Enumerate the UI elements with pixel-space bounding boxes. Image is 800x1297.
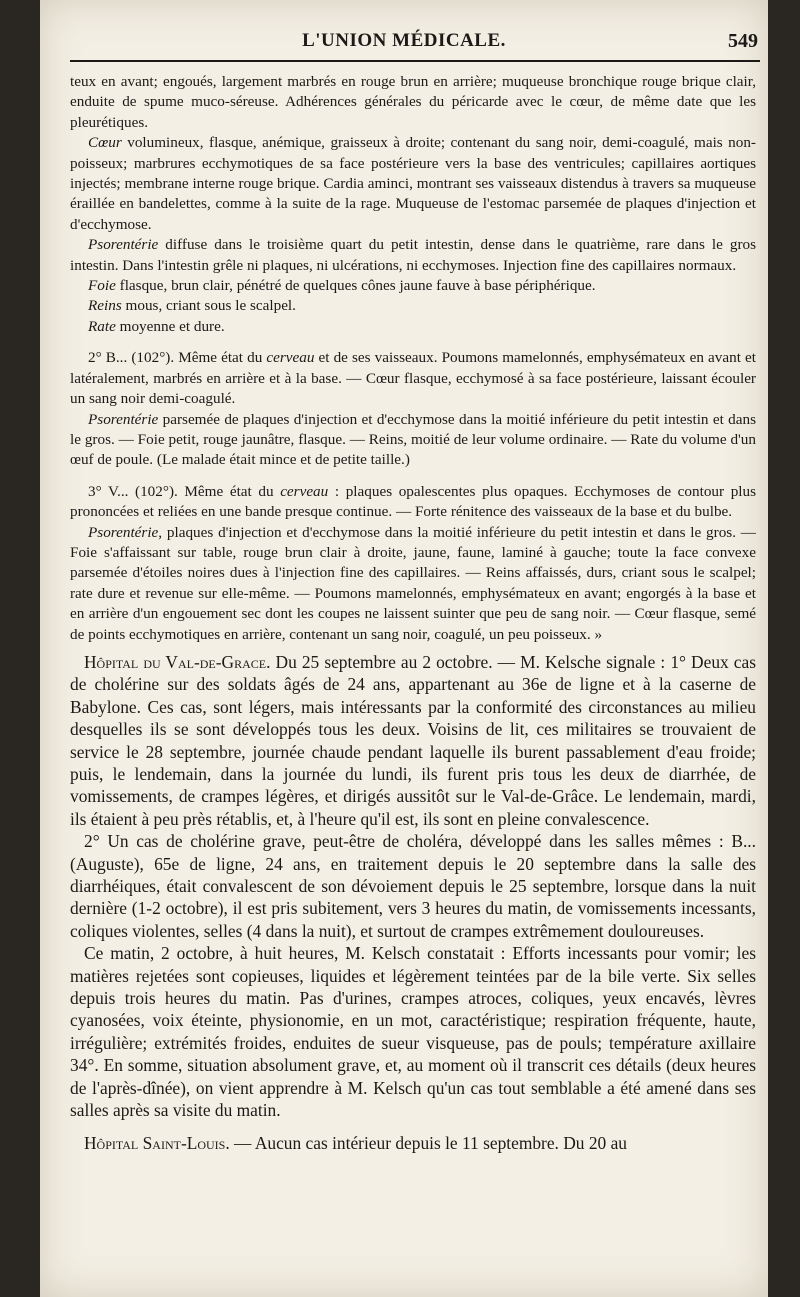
- paragraph: Hôpital Saint-Louis. — Aucun cas intérieur depuis le 11 septembre. Du 20 au: [84, 1132, 628, 1153]
- running-title: L'UNION MÉDICALE.: [302, 30, 506, 51]
- organ-label: cerveau: [266, 349, 315, 367]
- hospital-name: Hôpital du Val-de-Grace.: [84, 651, 271, 672]
- article-body: [70, 72, 756, 1154]
- paragraph: Psorentérie, plaques d'injection et d'ecchymose dans la moitié inférieure du petit intestin et dans le gros. — Foie s'affaissant sur table, rouge brun clair à droite, jaune, faune, laminé à gauche; toute la face convexe parsemée d'étoiles noires dues à l'injection fine des capillaires. — Reins affaissés, durs, criant sous le scalpel; rate dure et revenue sur elle-même. — Poumons mamelonnés, emphysémateux en avant; engorgés à la base et en arrière d'un engouement sec dont les coupes ne laissent suinter que peu de sang noir. — Cœur flasque, semé de points ecchymotiques en arrière, contenant un sang noir, coagulé, un peu poisseux. »: [70, 523, 756, 643]
- paragraph: Ce matin, 2 octobre, à huit heures, M. Kelsch constatait : Efforts incessants pour vomir; les matières rejetées sont copieuses, liquides et légèrement teintées par de la bile verte. Six selles depuis trois heures du matin. Pas d'urines, crampes atroces, coliques, yeux encavés, lèvres cyanosées, voix éteinte, physionomie, en un mot, caractéristique; respiration fréquente, haute, irrégulière; extrémités froides, enduites de sueur visqueuse, pas de pouls; température axillaire 34°. En somme, situation absolument grave, et, au moment où il transcrit ces détails (deux heures de l'après-dînée), on vient apprendre à M. Kelsch qu'un cas tout semblable a été amené dans ses salles après sa visite du matin.: [70, 943, 756, 1121]
- paragraph: Rate moyenne et dure.: [88, 317, 225, 335]
- page-number: 549: [728, 30, 758, 52]
- organ-label: Psorentérie: [88, 410, 159, 428]
- case-paragraph: 2° B... (102°). Même état du cerveau et de ses vaisseaux. Poumons mamelonnés, emphysémateux en avant et latéralement, marbrés en arrière et à la base. — Cœur flasque, ecchymosé à sa face postérieure, laissant écouler un sang noir demi-coagulé.: [70, 349, 756, 408]
- paragraph: Cœur volumineux, flasque, anémique, graisseux à droite; contenant du sang noir, demi-coagulé, mais non-poisseux; marbrures ecchymotiques de sa face postérieure vers la base des ventricules; capillaires aortiques injectés; membrane interne rouge brique. Cardia aminci, montrant ses vaisseaux distendus à travers sa muqueuse éraillée en bandelettes, comme à la suite de la rage. Muqueuse de l'estomac parsemée de plaques d'injection et d'ecchymose.: [70, 134, 756, 233]
- paragraph: Reins mous, criant sous le scalpel.: [88, 297, 296, 315]
- header-rule: [70, 60, 760, 62]
- organ-label: Foie: [88, 277, 116, 295]
- organ-label: Cœur: [88, 134, 122, 152]
- hospital-name: Hôpital Saint-Louis.: [84, 1132, 230, 1153]
- paragraph: 2° Un cas de cholérine grave, peut-être de choléra, développé dans les salles mêmes : B... (Auguste), 65e de ligne, 24 ans, en traitement depuis le 20 septembre dans la salle des diarrhéiques, était convalescent de son dévoiement depuis le 25 septembre, lorsque dans la nuit dernière (1-2 octobre), il est pris subitement, vers 3 heures du matin, de vomissements incessants, coliques violentes, selles (4 dans la nuit), et surtout de crampes extrêmement douloureuses.: [70, 831, 756, 941]
- page: [40, 0, 768, 1297]
- hospital-reports: [70, 651, 756, 1154]
- paragraph: Psorentérie diffuse dans le troisième quart du petit intestin, dense dans le quatrième, rare dans le gros intestin. Dans l'intestin grêle ni plaques, ni ulcérations, ni ecchymoses. Injection fine des capillaires normaux.: [70, 236, 756, 274]
- case-paragraph: 3° V... (102°). Même état du cerveau : plaques opalescentes plus opaques. Ecchymoses de contour plus prononcées et reliées en une bande presque continue. — Forte rénitence des vaisseaux de la base et du bulbe.: [70, 482, 757, 521]
- page-header: [40, 30, 768, 56]
- organ-label: Reins: [88, 297, 122, 315]
- organ-label: cerveau: [280, 482, 329, 500]
- paragraph: Foie flasque, brun clair, pénétré de quelques cônes jaune fauve à base périphérique.: [88, 277, 596, 295]
- paragraph: teux en avant; engoués, largement marbrés en rouge brun en arrière; muqueuse bronchique rouge brique clair, enduite de spume muco-séreuse. Adhérences générales du péricarde avec le cœur, de même date que les pleurétiques.: [70, 73, 756, 131]
- organ-label: Psorentérie: [88, 236, 159, 254]
- paragraph: Hôpital du Val-de-Grace. Du 25 septembre au 2 octobre. — M. Kelsche signale : 1° Deux cas de cholérine sur des soldats âgés de 24 ans, appartenant au 36e de ligne et à la caserne de Babylone. Ces cas, sont légers, mais intéressants par la conformité des circonstances au milieu desquelles ils se sont développés tous les deux. Voisins de lit, ces militaires se trouvaient de service le 28 septembre, journée chaude pendant laquelle ils burent passablement d'eau froide; puis, le lendemain, dans la journée du lundi, ils furent pris tous les deux de diarrhée, de vomissements, de crampes légères, et dirigés aussitôt sur le Val-de-Grâce. Le lendemain, mardi, ils étaient à peu près rétablis, et, à l'heure qu'il est, ils sont en pleine convalescence.: [70, 651, 756, 829]
- organ-label: Psorentérie: [88, 523, 159, 541]
- organ-label: Rate: [88, 317, 116, 335]
- paragraph: Psorentérie parsemée de plaques d'injection et d'ecchymose dans la moitié inférieure du petit intestin et dans le gros. — Foie petit, rouge jaunâtre, flasque. — Reins, moitié de leur volume ordinaire. — Rate du volume d'un œuf de poule. (Le malade était mince et de petite taille.): [70, 410, 756, 469]
- autopsy-notes: [70, 72, 756, 645]
